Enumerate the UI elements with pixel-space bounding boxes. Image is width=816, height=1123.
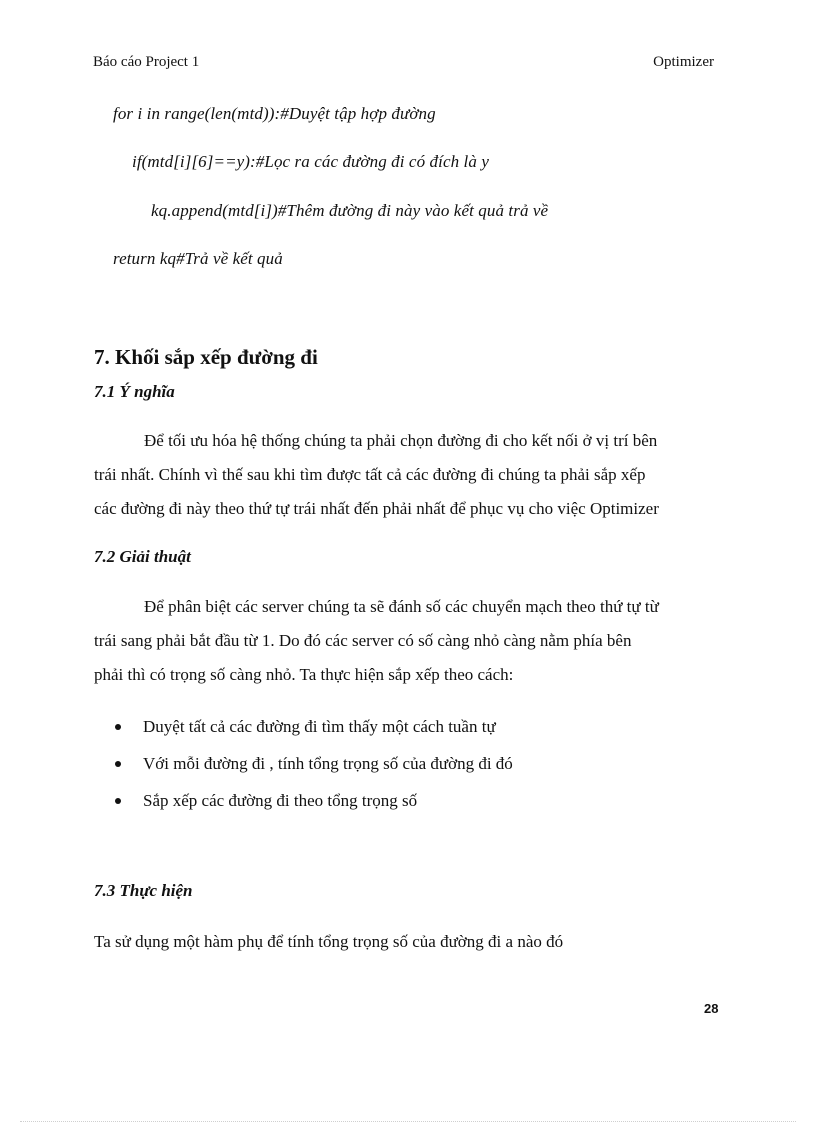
page-bottom-divider <box>20 1121 796 1122</box>
subsection-title-7-1: 7.1 Ý nghĩa <box>94 382 175 401</box>
code-line-2: if(mtd[i][6]==y):#Lọc ra các đường đi có đích là y <box>132 152 489 171</box>
header-topic: Optimizer <box>653 54 714 70</box>
paragraph-7-1 <box>94 424 716 526</box>
paragraph-line: Để tối ưu hóa hệ thống chúng ta phải chọn đường đi cho kết nối ở vị trí bên <box>144 431 658 450</box>
section-title: 7. Khối sắp xếp đường đi <box>94 345 318 369</box>
bullet-icon <box>115 782 143 819</box>
subsection-title-7-2: 7.2 Giải thuật <box>94 547 191 566</box>
code-line-1: for i in range(len(mtd)):#Duyệt tập hợp đường <box>113 104 436 123</box>
bullet-icon <box>115 745 143 782</box>
bullet-list <box>115 708 513 819</box>
list-item <box>115 745 513 782</box>
paragraph-line: phải thì có trọng số càng nhỏ. Ta thực hiện sắp xếp theo cách: <box>94 665 514 684</box>
code-line-3: kq.append(mtd[i])#Thêm đường đi này vào kết quả trả về <box>151 201 549 220</box>
bullet-icon <box>115 708 143 745</box>
paragraph-7-2 <box>94 590 716 692</box>
paragraph-line: trái nhất. Chính vì thế sau khi tìm được tất cả các đường đi chúng ta phải sắp xếp <box>94 465 646 484</box>
paragraph-line: Ta sử dụng một hàm phụ để tính tổng trọng số của đường đi a nào đó <box>94 932 564 951</box>
paragraph-line: trái sang phải bắt đầu từ 1. Do đó các server có số càng nhỏ càng nằm phía bên <box>94 631 632 650</box>
list-item <box>115 782 513 819</box>
header-title: Báo cáo Project 1 <box>93 54 200 70</box>
paragraph-line: Để phân biệt các server chúng ta sẽ đánh số các chuyển mạch theo thứ tự từ <box>144 597 659 616</box>
paragraph-7-3 <box>94 925 716 959</box>
list-item <box>115 708 513 745</box>
list-item-text: Sắp xếp các đường đi theo tổng trọng số <box>143 791 418 810</box>
code-line-4: return kq#Trả về kết quả <box>113 249 283 268</box>
list-item-text: Duyệt tất cả các đường đi tìm thấy một cách tuần tự <box>143 717 496 736</box>
page-number: 28 <box>704 1001 719 1016</box>
subsection-title-7-3: 7.3 Thực hiện <box>94 881 193 900</box>
list-item-text: Với mỗi đường đi , tính tổng trọng số của đường đi đó <box>143 754 513 773</box>
paragraph-line: các đường đi này theo thứ tự trái nhất đến phải nhất để phục vụ cho việc Optimizer <box>94 499 659 518</box>
